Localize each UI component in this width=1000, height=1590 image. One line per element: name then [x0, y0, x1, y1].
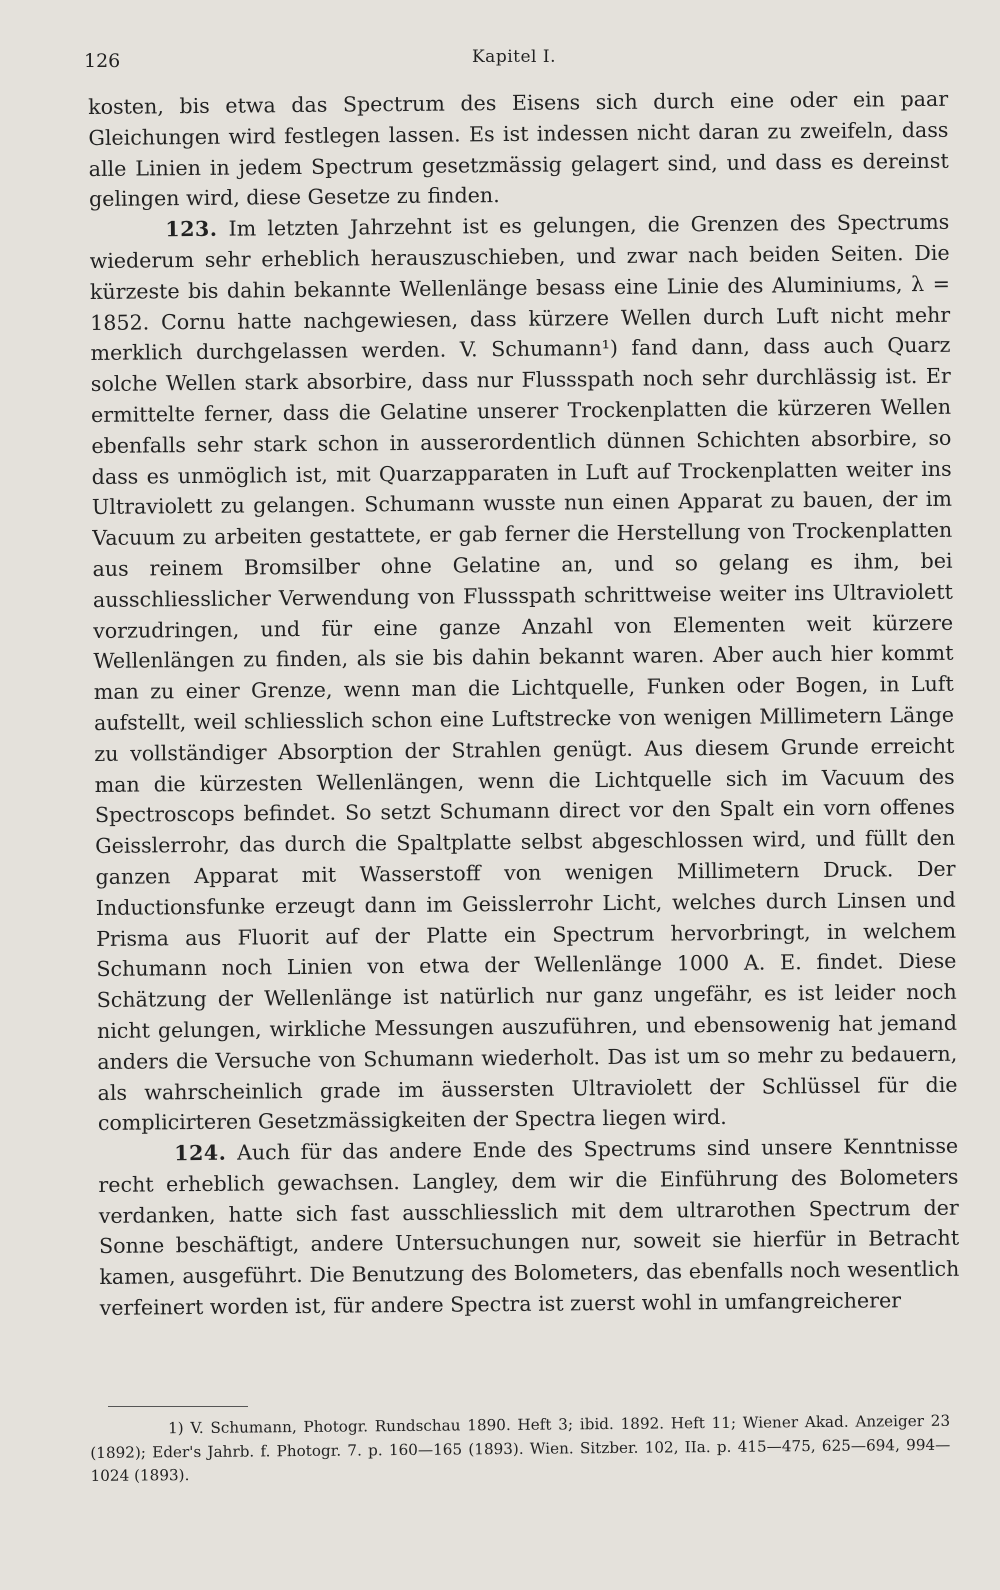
footnote-divider	[108, 1406, 248, 1407]
section-number: 123.	[165, 216, 218, 242]
paragraph-text: Auch für das andere Ende des Spectrums sind unsere Kenntnisse recht erheblich gewachsen. Langley, dem wir die Einführung des Bolometers verdanken, hatte sich fast ausschliesslich mit dem ultrarothen Spectrum der Sonne beschäftigt, andere Untersuchungen nur, soweit sie hierfür in Betracht kamen, ausgeführt. Die Benutzung des Bolometers, das ebenfalls noch wesentlich verfeinert worden ist, für andere Spectra ist zuerst wohl in umfangreicherer	[98, 1133, 960, 1321]
paragraph	[88, 84, 949, 215]
footnote-text: 1) V. Schumann, Photogr. Rundschau 1890. Heft 3; ibid. 1892. Heft 11; Wiener Akad. Anzeiger 23 (1892); Eder's Jahrb. f. Photogr. 7. p. 160—165 (1893). Wien. Sitzber. 102, IIa. p. 415—475, 625—694, 994—1024 (1893).	[90, 1411, 951, 1485]
paragraph-text: Im letzten Jahrzehnt ist es gelungen, die Grenzen des Spectrums wiederum sehr erheblich herauszuschieben, und zwar nach beiden Seiten. Die kürzeste bis dahin bekannte Wellenlänge besass eine Linie des Aluminiums, λ = 1852. Cornu hatte nachgewiesen, dass kürzere Wellen durch Luft nicht mehr merklich durchgelassen werden. V. Schumann¹) fand dann, dass auch Quarz solche Wellen stark absorbire, dass nur Flussspath noch sehr durchlässig ist. Er ermittelte ferner, dass die Gelatine unserer Trockenplatten die kürzeren Wellen ebenfalls sehr stark schon in ausserordentlich dünnen Schichten absorbire, so dass es unmöglich ist, mit Quarzapparaten in Luft auf Trockenplatten weiter ins Ultraviolett zu gelangen. Schumann wusste nun einen Apparat zu bauen, der im Vacuum zu arbeiten gestattete, er gab ferner die Herstellung von Trockenplatten aus reinem Bromsilber ohne Gelatine an, und so gelang es ihm, bei ausschliesslicher Verwendung von Flussspath schrittweise weiter ins Ultraviolett vorzudringen, und für eine ganze Anzahl von Elementen weit kürzere Wellenlängen zu finden, als sie bis dahin bekannt waren. Aber auch hier kommt man zu einer Grenze, wenn man die Lichtquelle, Funken oder Bogen, in Luft aufstellt, weil schliesslich schon eine Luftstrecke von wenigen Millimetern Länge zu vollständiger Absorption der Strahlen genügt. Aus diesem Grunde erreicht man die kürzesten Wellenlängen, wenn die Lichtquelle sich im Vacuum des Spectroscops befindet. So setzt Schumann direct vor den Spalt ein vorn offenes Geisslerrohr, das durch die Spaltplatte selbst abgeschlossen wird, und füllt den ganzen Apparat mit Wasserstoff von wenigen Millimetern Druck. Der Inductionsfunke erzeugt dann im Geisslerrohr Licht, welches durch Linsen und Prisma aus Fluorit auf der Platte ein Spectrum hervorbringt, in welchem Schumann noch Linien von etwa der Wellenlänge 1000 A. E. findet. Diese Schätzung der Wellenlänge ist natürlich nur ganz ungefähr, es ist leider noch nicht gelungen, wirkliche Messungen auszuführen, und ebensowenig hat jemand anders die Versuche von Schumann wiederholt. Das ist um so mehr zu bedauern, als wahrscheinlich grade im äussersten Ultraviolett der Schlüssel für die complicirteren Gesetzmässigkeiten der Spectra liegen wird.	[89, 209, 958, 1136]
paragraph	[98, 1131, 960, 1324]
running-head: Kapitel I.	[471, 47, 556, 67]
footnotes	[90, 1410, 951, 1489]
section-number: 124.	[174, 1140, 227, 1166]
page-header	[84, 46, 944, 76]
page-number: 126	[84, 50, 121, 72]
footnote	[90, 1410, 951, 1489]
paragraph	[89, 207, 958, 1139]
paragraph-text: kosten, bis etwa das Spectrum des Eisens sich durch eine oder ein paar Gleichungen wird festlegen lassen. Es ist indessen nicht daran zu zweifeln, dass alle Linien in jedem Spectrum gesetzmässig gelagert sind, und dass es dereinst gelingen wird, diese Gesetze zu finden.	[88, 86, 949, 212]
body-text	[88, 84, 960, 1324]
